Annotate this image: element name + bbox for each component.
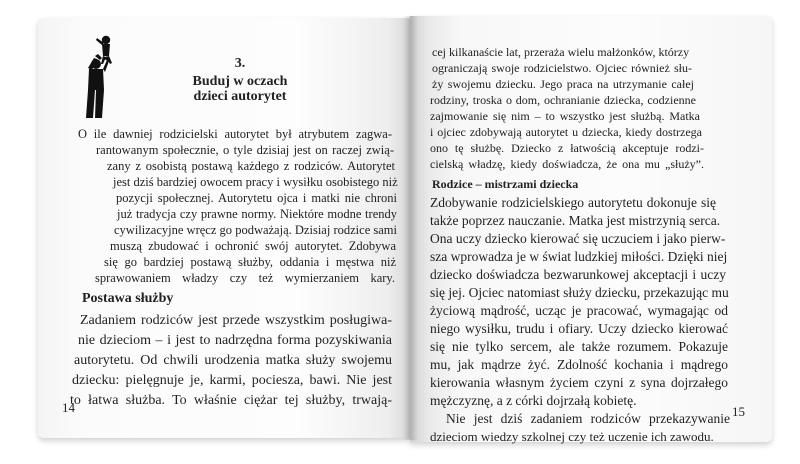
intro-line: pozycji społecznej. Autorytetu ojca i matki nie chroni xyxy=(116,191,397,205)
intro-line: jest dziś bardziej owocem pracy i wysiłku osobistego niż xyxy=(113,175,398,189)
intro-line: muszą zbudować i ochronić swój autorytet. Zdobywa xyxy=(110,239,396,253)
body-line: Ona uczy dziecko kierować się uczuciem i jako pierw- xyxy=(430,231,726,246)
body-line: nie dzieciom – i jest to nadrzędna forma pozyskiwania xyxy=(78,333,392,348)
body-line: niego wysiłku, trudu i ofiary. Uczy dziecko kierować xyxy=(430,321,728,336)
chapter-title-line-2: dzieci autorytet xyxy=(193,89,287,104)
chapter-title xyxy=(130,74,350,104)
parent-lifting-child-silhouette-icon xyxy=(76,34,126,120)
intro-line: się go bardziej postawą służby, oddania i męstwa niż xyxy=(104,255,396,269)
body-line: się jej. Ojciec natomiast służy dziecku, przekazując mu xyxy=(430,285,729,300)
book-gutter xyxy=(402,16,418,440)
intro-line: już tradycja czy prawne normy. Niektóre modne trendy xyxy=(117,207,397,221)
body-line: dziecko doświadcza bezwarunkowej akceptacji i uczy xyxy=(430,267,726,282)
closing-line-1: Nie jest dziś zadaniem rodziców przekazywanie xyxy=(446,411,730,426)
body-line: kierowania własnym życiem czyni z syna dojrzałego xyxy=(430,375,728,390)
body-line: mu, jak mądrze żyć. Zdolność kochania i mądrego xyxy=(430,357,728,372)
top-line: cielską władzę, kiedy doświadcza, że ona mu „służy”. xyxy=(430,157,704,171)
page-number-right: 15 xyxy=(732,404,745,419)
top-line: i ojciec zdobywają autorytet u dziecka, kiedy dostrzega xyxy=(430,125,702,139)
body-line: się nie tylko sercem, ale także rozumem. Pokazuje xyxy=(430,339,728,354)
top-line: rodziny, troska o dom, ochranianie dziecka, codzienne xyxy=(430,93,696,107)
chapter-number: 3. xyxy=(234,56,246,71)
top-line: cej kilkanaście lat, przeraża wielu małżonków, którzy xyxy=(432,45,690,59)
body-line: mężczyznę, a z córki dojrzałą kobietę. xyxy=(430,393,637,408)
intro-line: rantowanym społecznie, o tyle dzisiaj jest on raczej zwią- xyxy=(96,143,394,157)
chapter-title-line-1: Buduj w oczach xyxy=(192,74,288,89)
body-line: Zdobywanie rodzicielskiego autorytetu dokonuje się xyxy=(430,195,716,210)
intro-line: zany z osobistą postawą każdego z rodziców. Autorytet xyxy=(107,159,395,173)
body-line: także poprzez nauczanie. Matka jest mistrzynią serca. xyxy=(430,213,721,228)
section-heading-postawa: Postawa służby xyxy=(82,291,174,306)
intro-line: O ile dawniej rodzicielski autorytet był atrybutem zagwa- xyxy=(78,127,392,141)
body-line: życiową mądrość, ucząc je pracować, wymagając od xyxy=(430,303,728,318)
body-line: sza wprowadza je w świat ludzkiej miłości. Dzięki niej xyxy=(430,249,728,264)
top-line: ży swojemu dziecku. Jego praca na utrzymanie całej xyxy=(432,77,694,91)
intro-line: sprawowaniem władzy czy też wymierzaniem kary. xyxy=(95,271,395,285)
top-line: ono tę służbę. Dziecko z łatwością akceptuje rodzi- xyxy=(430,141,704,155)
top-line: zajmowanie się nim – to wszystko jest służbą. Matka xyxy=(430,109,700,123)
section-heading-rodzice: Rodzice – mistrzami dziecka xyxy=(432,177,579,191)
body-line: to łatwa służba. To właśnie ciężar tej służby, trwają- xyxy=(70,393,392,408)
intro-line: cywilizacyjne wręcz go podważają. Dzisiaj rodzice sami xyxy=(114,223,397,237)
closing-line-2: dzieciom wiedzy szkolnej czy też uczenie ich zawodu. xyxy=(430,429,714,444)
top-line: ograniczają swoje rodzicielstwo. Ojciec również słu- xyxy=(432,61,692,75)
body-line: Zadaniem rodziców jest przede wszystkim posługiwa- xyxy=(80,313,392,328)
body-line: autorytetu. Od chwili urodzenia matka służy swojemu xyxy=(74,353,392,368)
body-line: dziecku: pielęgnuje je, karmi, pociesza, bawi. Nie jest xyxy=(72,373,392,388)
page-number-left: 14 xyxy=(62,400,75,415)
